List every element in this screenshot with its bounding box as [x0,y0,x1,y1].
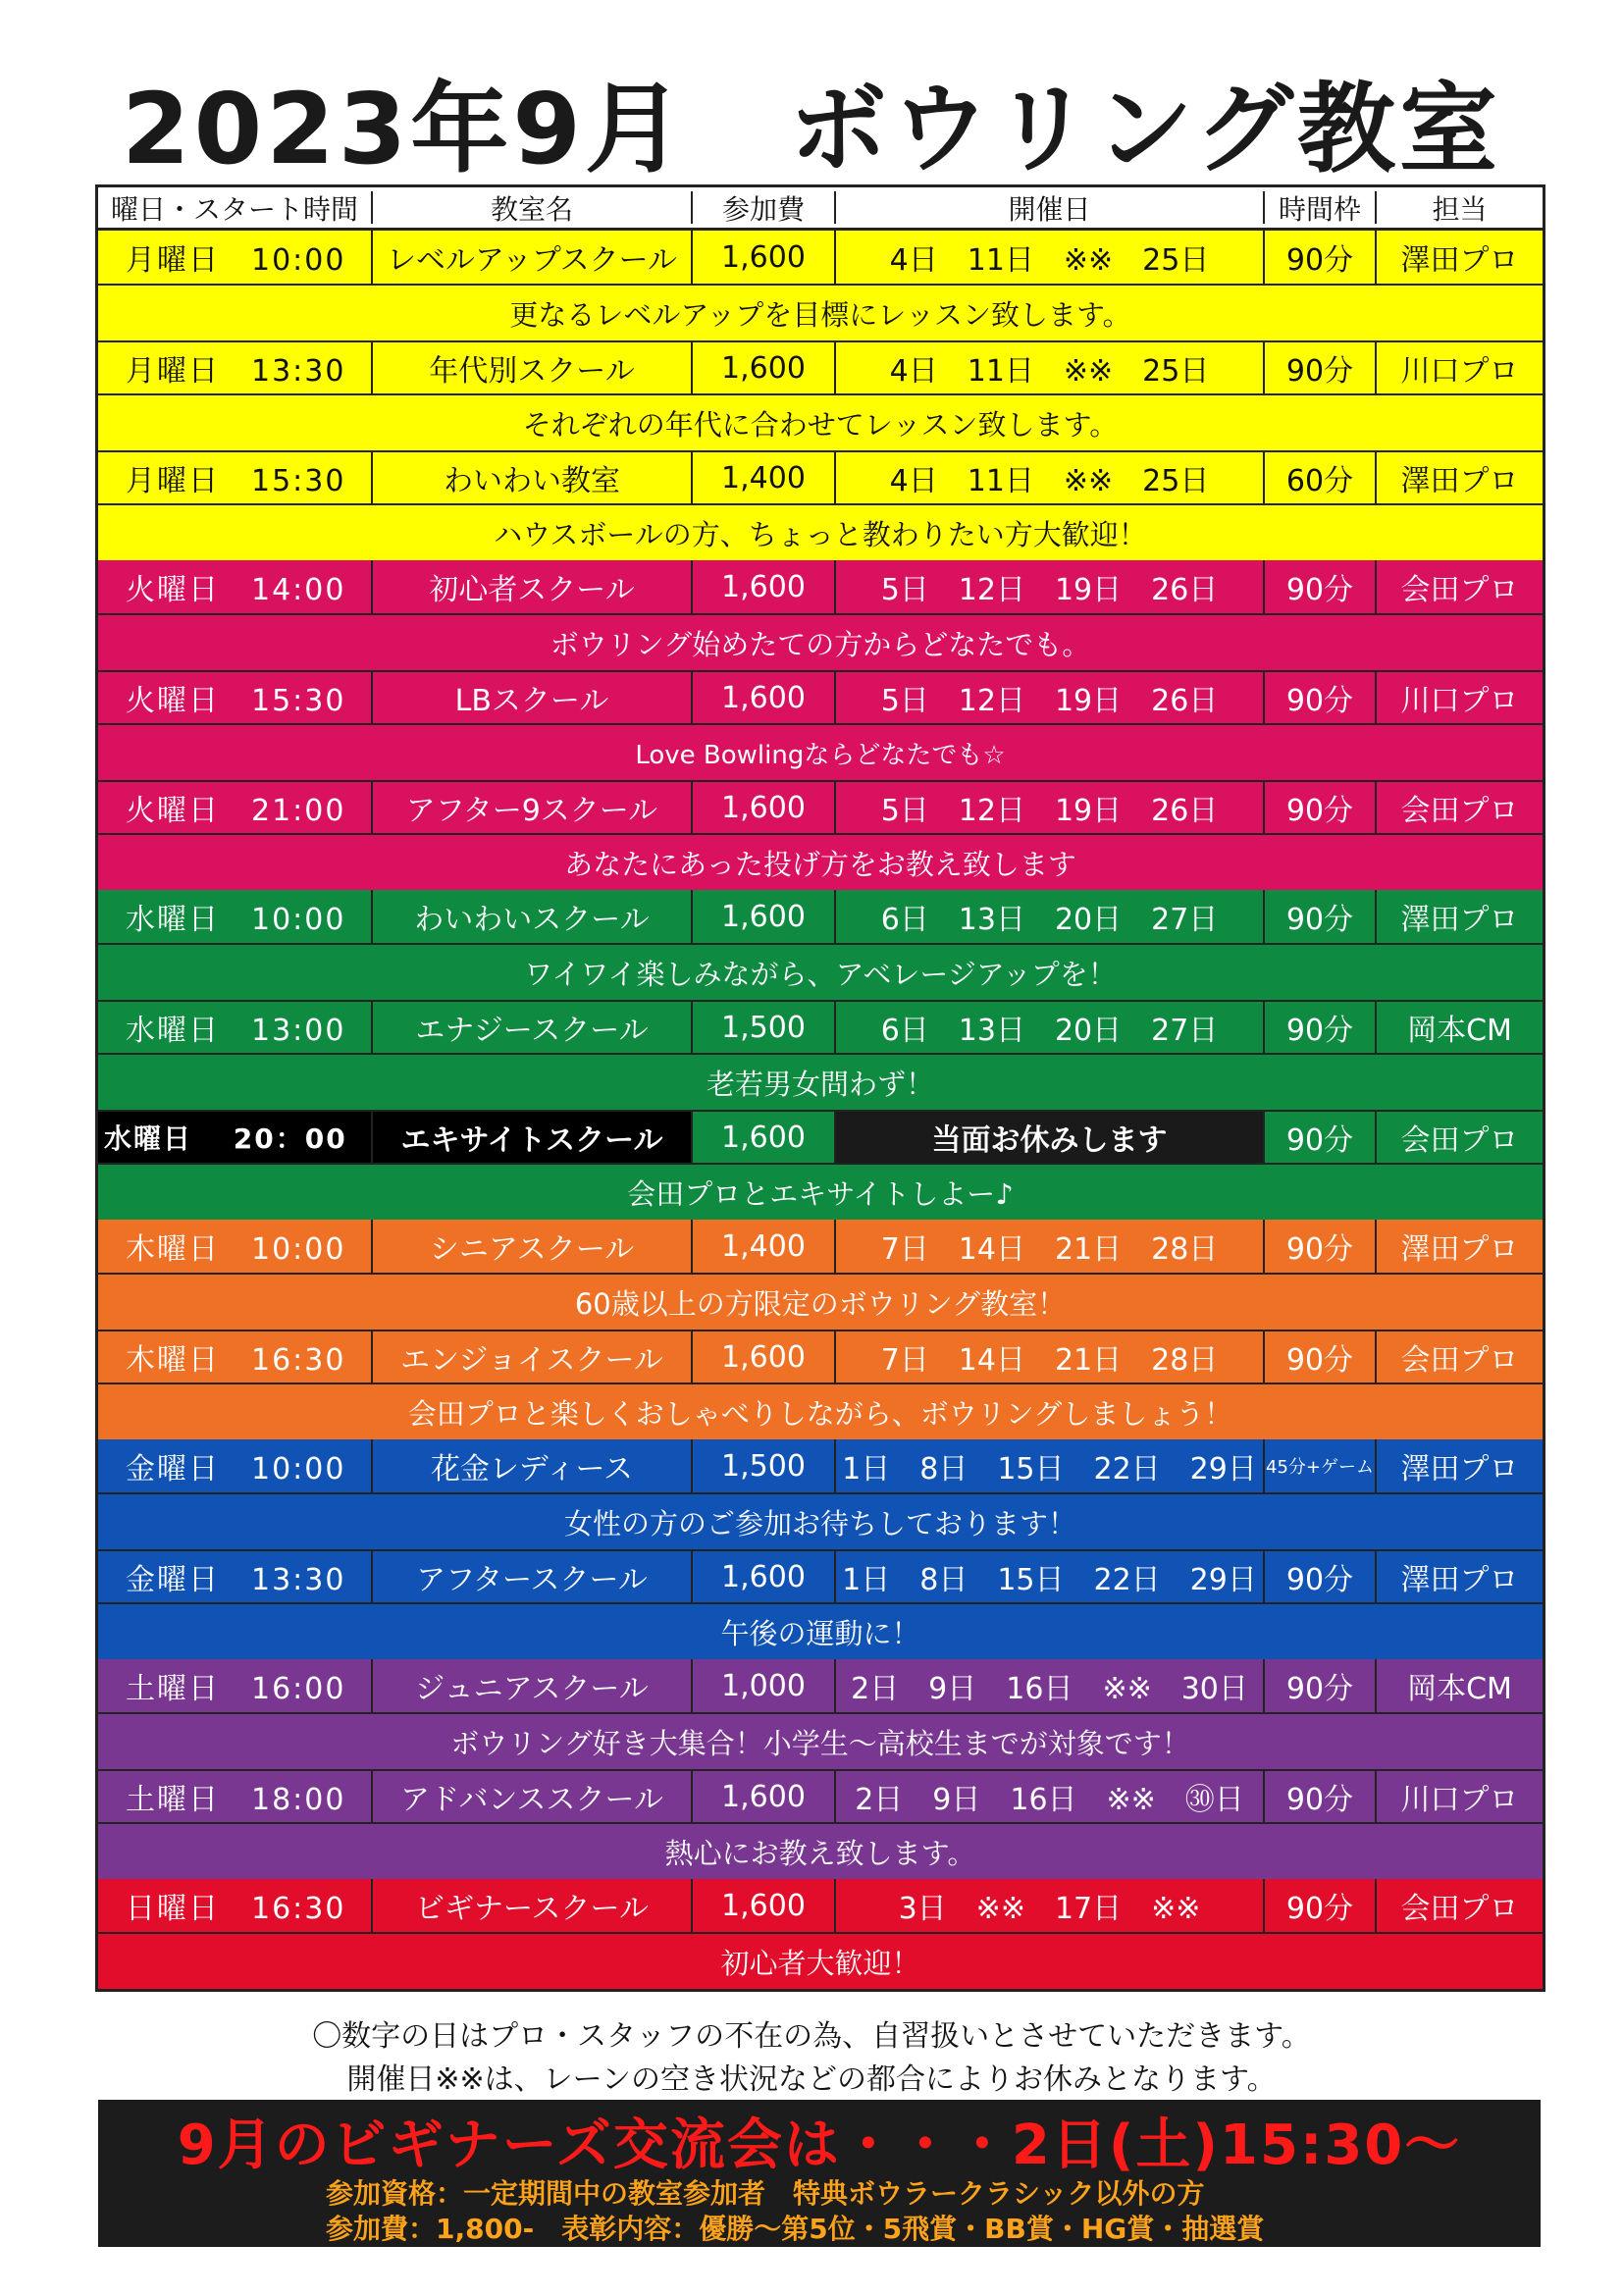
class-row [98,1769,1543,1824]
class-name: ジュニアスクール [373,1659,693,1712]
class-day-time: 日曜日 16:30 [98,1879,373,1932]
class-name: 初心者スクール [373,560,693,613]
class-duration: 90分 [1265,782,1377,833]
header-dates: 開催日 [836,191,1265,224]
event-eligibility: 参加資格：一定期間中の教室参加者 特典ボウラークラシック以外の方 [326,2177,1205,2210]
class-day-time: 月曜日 10:00 [98,231,373,284]
class-day-time: 土曜日 18:00 [98,1771,373,1822]
class-name: わいわい教室 [373,452,693,503]
class-dates: 6日 13日 20日 27日 [836,1002,1265,1053]
class-description: 熱心にお教え致します。 [664,1836,976,1870]
class-fee: 1,400 [693,452,836,503]
class-instructor: 川口プロ [1400,684,1519,718]
header-duration: 時間枠 [1265,191,1377,224]
class-fee: 1,600 [693,672,836,723]
class-fee: 1,500 [693,1439,836,1492]
class-instructor: 川口プロ [1400,1783,1519,1817]
class-day-time: 土曜日 16:00 [98,1659,373,1712]
class-day-time: 水曜日 10:00 [98,890,373,943]
class-instructor: 川口プロ [1400,354,1519,389]
class-description: ワイワイ楽しみながら、アベレージアップを！ [524,957,1117,991]
class-description: 会田プロとエキサイトしよー♪ [627,1176,1014,1211]
class-dates: 1日 8日 15日 22日 29日 [836,1439,1265,1492]
note-holiday: 開催日※※は、レーンの空き状況などの都合によりお休みとなります。 [346,2062,1277,2097]
class-description: 午後の運動に！ [720,1616,920,1650]
class-dates: 4日 11日 ※※ 25日 [836,452,1265,503]
class-fee: 1,000 [693,1659,836,1712]
class-day-time: 月曜日 13:30 [98,342,373,393]
class-instructor: 会田プロ [1400,1343,1519,1378]
class-name: アフター9スクール [373,782,693,833]
class-duration: 90分 [1265,890,1377,943]
class-name: わいわいスクール [373,890,693,943]
class-description: 女性の方のご参加お待ちしております！ [563,1506,1076,1540]
class-duration: 60分 [1265,452,1377,503]
class-duration: 90分 [1265,1879,1377,1932]
class-name: ビギナースクール [373,1879,693,1932]
class-dates: 5日 12日 19日 26日 [836,672,1265,723]
class-duration: 90分 [1265,342,1377,393]
class-dates: 6日 13日 20日 27日 [836,890,1265,943]
header-fee: 参加費 [693,191,836,224]
class-duration: 90分 [1265,560,1377,613]
page-title: 2023年9月 ボウリング教室 [122,72,1501,186]
header-class-name: 教室名 [373,191,693,224]
class-description: ボウリング始めたての方からどなたでも。 [550,627,1091,661]
event-fee-awards: 参加費：1,800- 表彰内容：優勝～第5位・5飛賞・BB賞・HG賞・抽選賞 [326,2213,1265,2245]
class-row [98,670,1543,725]
class-day-time: 金曜日 10:00 [98,1439,373,1492]
class-instructor: 澤田プロ [1400,1452,1519,1487]
class-description: ハウスボールの方、ちょっと教わりたい方大歓迎！ [494,517,1147,551]
class-description: 更なるレベルアップを目標にレッスン致します。 [509,297,1131,332]
beginners-event-banner [98,2100,1541,2247]
class-instructor: 澤田プロ [1400,1232,1519,1267]
class-instructor: 岡本CM [1407,1672,1512,1706]
class-fee: 1,600 [693,1771,836,1822]
table-header [98,187,1543,231]
class-row [98,560,1543,615]
class-duration: 90分 [1265,1002,1377,1053]
class-duration: 90分 [1265,672,1377,723]
class-day-time: 木曜日 10:00 [98,1220,373,1273]
class-description: 初心者大歓迎！ [720,1946,920,1980]
class-dates: 4日 11日 ※※ 25日 [836,342,1265,393]
class-instructor: 会田プロ [1400,1892,1519,1926]
class-fee: 1,600 [693,231,836,284]
class-description: 老若男女問わず！ [706,1067,934,1101]
class-duration: 90分 [1265,1771,1377,1822]
class-description: 会田プロと楽しくおしゃべりしながら、ボウリングしましょう！ [407,1396,1233,1431]
class-fee: 1,400 [693,1220,836,1273]
header-day-time: 曜日・スタート時間 [98,191,373,224]
class-name: エンジョイスクール [373,1331,693,1383]
class-duration: 90分 [1265,1551,1377,1602]
wednesday-block [98,890,1543,1220]
class-fee: 1,600 [693,1112,836,1163]
class-instructor: 澤田プロ [1400,243,1519,278]
schedule-table [95,184,1545,1992]
class-instructor: 澤田プロ [1400,1563,1519,1597]
class-row [98,1330,1543,1384]
class-description: 60歳以上の方限定のボウリング教室！ [574,1286,1067,1321]
note-absence: 〇数字の日はプロ・スタッフの不在の為、自習扱いとさせていただきます。 [312,2019,1311,2054]
class-day-time: 金曜日 13:30 [98,1551,373,1602]
class-description: それぞれの年代に合わせてレッスン致します。 [522,407,1119,442]
class-duration: 90分 [1265,1331,1377,1383]
header-instructor: 担当 [1432,192,1488,226]
event-headline: 9月のビギナーズ交流会は・・・2日(土)15:30～ [177,2113,1462,2177]
class-dates: 7日 14日 21日 28日 [836,1220,1265,1273]
class-duration: 90分 [1265,1112,1377,1163]
class-duration: 45分+ゲーム [1265,1439,1377,1492]
friday-block [98,1439,1543,1659]
class-row [98,780,1543,835]
class-fee: 1,600 [693,342,836,393]
class-instructor: 岡本CM [1407,1014,1512,1048]
class-duration: 90分 [1265,1220,1377,1273]
class-fee: 1,500 [693,1002,836,1053]
class-description: ボウリング好き大集合！小学生～高校生までが対象です！ [450,1726,1190,1760]
class-instructor: 澤田プロ [1400,903,1519,937]
class-dates: 1日 8日 15日 22日 29日 [836,1551,1265,1602]
thursday-block [98,1220,1543,1439]
class-row [98,1220,1543,1275]
class-row [98,890,1543,945]
class-fee: 1,600 [693,1879,836,1932]
class-row [98,231,1543,286]
class-day-time: 木曜日 16:30 [98,1331,373,1383]
class-day-time: 月曜日 15:30 [98,452,373,503]
class-day-time: 水曜日 20：00 [98,1112,373,1163]
class-instructor: 会田プロ [1400,573,1519,607]
class-dates: 3日 ※※ 17日 ※※ [836,1879,1265,1932]
class-dates: 4日 11日 ※※ 25日 [836,231,1265,284]
sunday-block [98,1879,1543,1989]
class-day-time: 火曜日 21:00 [98,782,373,833]
class-row [98,1659,1543,1714]
class-row-suspended [98,1110,1543,1165]
class-row [98,450,1543,505]
class-row [98,1439,1543,1494]
class-row [98,1879,1543,1934]
class-name: アフタースクール [373,1551,693,1602]
class-duration: 90分 [1265,231,1377,284]
class-instructor: 会田プロ [1400,794,1519,828]
class-name: アドバンススクール [373,1771,693,1822]
class-day-time: 火曜日 15:30 [98,672,373,723]
class-name: 年代別スクール [373,342,693,393]
class-dates: 2日 9日 16日 ※※ 30日 [836,1659,1265,1712]
class-description: Love Bowlingならどなたでも☆ [635,740,1006,770]
class-fee: 1,600 [693,560,836,613]
class-name: レベルアップスクール [373,231,693,284]
class-suspended-notice: 当面お休みします [836,1112,1265,1163]
class-dates: 5日 12日 19日 26日 [836,560,1265,613]
class-day-time: 火曜日 14:00 [98,560,373,613]
class-fee: 1,600 [693,1331,836,1383]
class-instructor: 会田プロ [1400,1123,1519,1158]
class-day-time: 水曜日 13:00 [98,1002,373,1053]
class-row [98,340,1543,395]
saturday-block [98,1659,1543,1879]
class-dates: 7日 14日 21日 28日 [836,1331,1265,1383]
class-name: LBスクール [373,672,693,723]
class-name: エキサイトスクール [373,1112,693,1163]
class-instructor: 澤田プロ [1400,464,1519,498]
class-duration: 90分 [1265,1659,1377,1712]
class-fee: 1,600 [693,890,836,943]
tuesday-block [98,560,1543,890]
class-name: 花金レディース [373,1439,693,1492]
class-name: エナジースクール [373,1002,693,1053]
class-fee: 1,600 [693,782,836,833]
class-row [98,1000,1543,1055]
class-description: あなたにあった投げ方をお教え致します [564,847,1076,881]
class-dates: 2日 9日 16日 ※※ ㉚日 [836,1771,1265,1822]
class-name: シニアスクール [373,1220,693,1273]
monday-block [98,231,1543,560]
class-fee: 1,600 [693,1551,836,1602]
class-row [98,1549,1543,1604]
class-dates: 5日 12日 19日 26日 [836,782,1265,833]
